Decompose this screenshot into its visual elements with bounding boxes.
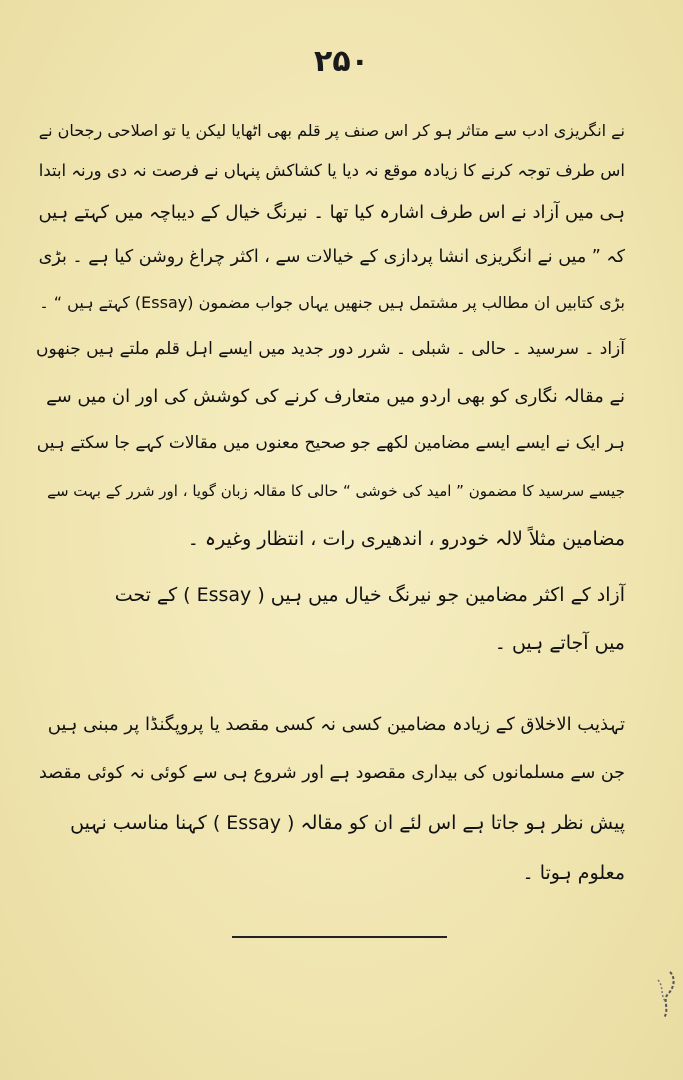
text-line: ہی میں آزاد نے اس طرف اشارہ کیا تھا ۔ نیرنگ خیال کے دیباچہ میں کہتے ہیں [38,202,625,223]
text-line: پیش نظر ہو جاتا ہے اس لئے ان کو مقالہ ( Essay ) کہنا مناسب نہیں [70,812,625,834]
text-line: نے مقالہ نگاری کو بھی اردو میں متعارف کرنے کی کوشش کی اور ان میں سے [46,386,625,407]
text-line: اس طرف توجہ کرنے کا زیادہ موقع نہ دیا یا کشاکش پنہاں نے فرصت نہ دی ورنہ ابتدا [38,161,625,180]
text-line: جن سے مسلمانوں کی بیداری مقصود ہے اور شروع ہی سے کوئی نہ کوئی مقصد [38,763,625,783]
text-line: مضامین مثلاً لالہ خودرو ، اندھیری رات ، انتظار وغیرہ ۔ [187,528,625,550]
text-line: آزاد کے اکثر مضامین جو نیرنگ خیال میں ہیں ( Essay ) کے تحت [114,584,625,606]
text-line: نے انگریزی ادب سے متاثر ہو کر اس صنف پر قلم بھی اٹھایا لیکن یا تو اصلاحی رجحان نے [38,121,625,140]
text-line: آزاد ۔ سرسید ۔ حالی ۔ شبلی ۔ شرر دور جدید میں ایسے اہل قلم ملتے ہیں جنھوں [36,339,625,359]
text-line: کہ ” میں نے انگریزی انشا پردازی کے خیالات سے ، اکثر چراغ روشن کیا ہے ۔ بڑی [38,247,625,267]
page-number: ۲۵۰ [314,44,369,79]
text-line: ہر ایک نے ایسے ایسے مضامین لکھے جو صحیح معنوں میں مقالات کہے جا سکتے ہیں [36,433,625,453]
text-line: بڑی کتابیں ان مطالب پر مشتمل ہیں جنھیں یہاں جواب مضمون (Essay) کہتے ہیں “ ۔ [39,293,625,312]
ink-stain-mark [640,968,680,1023]
section-divider [232,936,447,938]
text-line: جیسے سرسید کا مضمون ” امید کی خوشی “ حالی کا مقالہ زبان گویا ، اور شرر کے بہت سے [47,482,625,500]
text-line: میں آجاتے ہیں ۔ [494,632,625,654]
text-line: معلوم ہوتا ۔ [522,862,625,884]
text-line: تہذیب الاخلاق کے زیادہ مضامین کسی نہ کسی مقصد یا پروپگنڈا پر مبنی ہیں [47,714,625,735]
